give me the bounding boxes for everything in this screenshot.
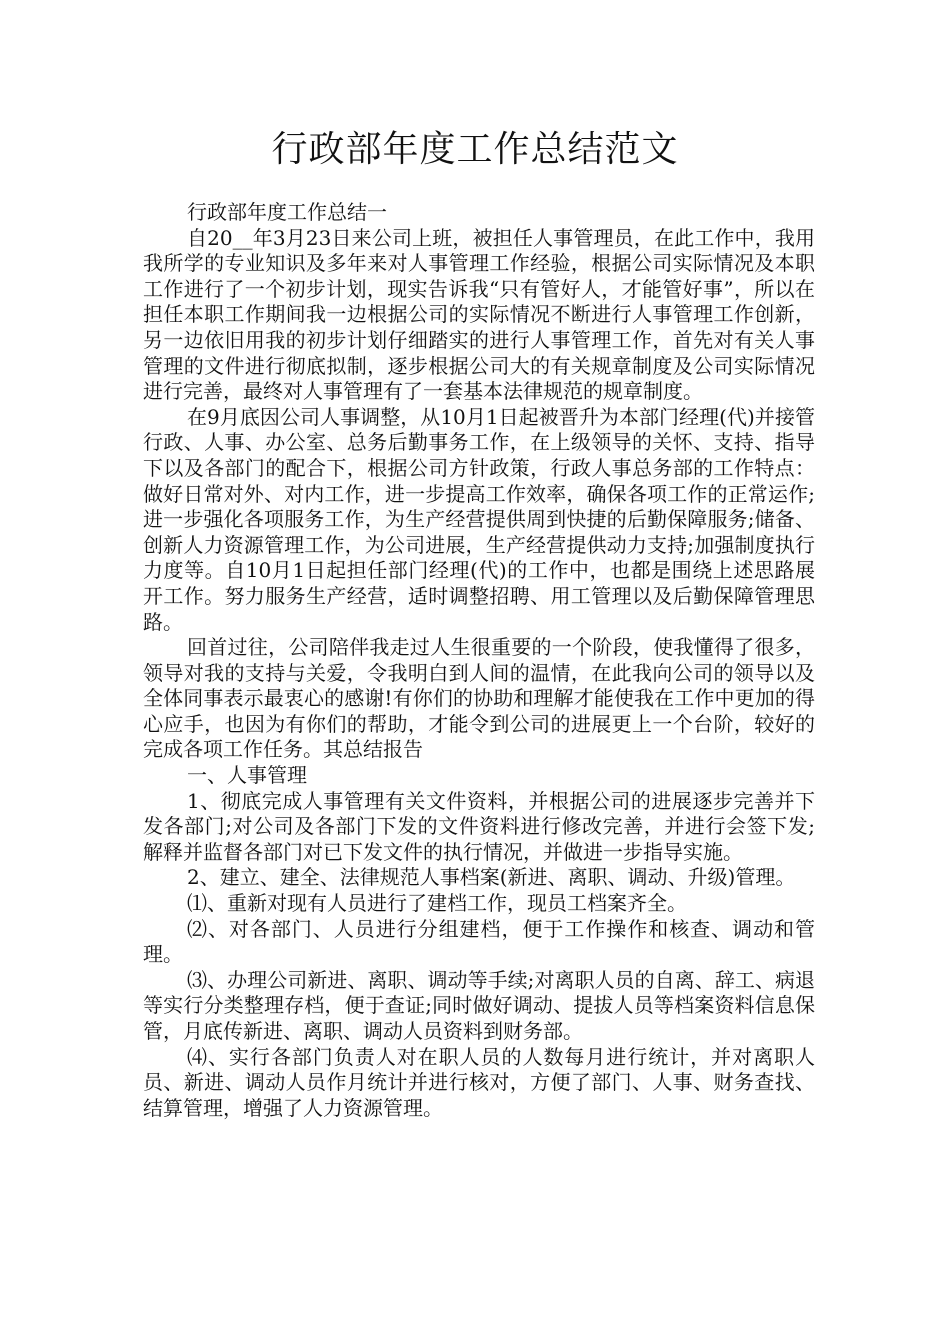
document-title: 行政部年度工作总结范文: [271, 129, 679, 170]
section-heading-hr: 一、人事管理: [187, 763, 307, 788]
sub-list-item: ⑴、重新对现有人员进行了建档工作，现员工档案齐全。: [187, 891, 687, 916]
paragraph-retrospect: 回首过往，公司陪伴我走过人生很重要的一个阶段，使我懂得了很多，领导对我的支持与关爱，令我明白到人间的温情，在此我向公司的领导以及全体同事表示最衷心的感谢!有你们的协助和理解才能使我在工作中更加的得心应手，也因为有你们的帮助，才能令到公司的进展更上一个台阶，较好的完成各项工作任务。其总结报告: [143, 635, 815, 762]
list-item: 1、彻底完成人事管理有关文件资料，并根据公司的进展逐步完善并下发各部门;对公司及各部门下发的文件资料进行修改完善，并进行会签下发;解释并监督各部门对已下发文件的执行情况，并做进一步指导实施。: [143, 788, 815, 864]
paragraph-promotion: 在9月底因公司人事调整，从10月1日起被晋升为本部门经理(代)并接管行政、人事、办公室、总务后勤事务工作，在上级领导的关怀、支持、指导下以及各部门的配合下，根据公司方针政策，行政人事总务部的工作特点：做好日常对外、对内工作，进一步提高工作效率，确保各项工作的正常运作;进一步强化各项服务工作，为生产经营提供周到快捷的后勤保障服务;储备、创新人力资源管理工作，为公司进展，生产经营提供动力支持;加强制度执行力度等。自10月1日起担任部门经理(代)的工作中，也都是围绕上述思路展开工作。努力服务生产经营，适时调整招聘、用工管理以及后勤保障管理思路。: [143, 404, 815, 634]
sub-list-item: ⑶、办理公司新进、离职、调动等手续;对离职人员的自离、辞工、病退等实行分类整理存档，便于查证;同时做好调动、提拔人员等档案资料信息保管，月底传新进、离职、调动人员资料到财务部。: [143, 967, 815, 1043]
sub-list-item: ⑵、对各部门、人员进行分组建档，便于工作操作和核查、调动和管理。: [143, 916, 815, 967]
sub-list-item: ⑷、实行各部门负责人对在职人员的人数每月进行统计，并对离职人员、新进、调动人员作月统计并进行核对，方便了部门、人事、财务查找、结算管理，增强了人力资源管理。: [143, 1044, 815, 1120]
paragraph-intro: 自20__年3月23日来公司上班，被担任人事管理员，在此工作中，我用我所学的专业知识及多年来对人事管理工作经验，根据公司实际情况及本职工作进行了一个初步计划，现实告诉我“只有管好人，才能管好事”，所以在担任本职工作期间我一边根据公司的实际情况不断进行人事管理工作创新，另一边依旧用我的初步计划仔细踏实的进行人事管理工作，首先对有关人事管理的文件进行彻底拟制，逐步根据公司大的有关规章制度及公司实际情况进行完善，最终对人事管理有了一套基本法律规范的规章制度。: [143, 225, 815, 404]
section-heading: 行政部年度工作总结一: [187, 200, 387, 224]
list-item: 2、建立、建全、法律规范人事档案(新进、离职、调动、升级)管理。: [187, 865, 796, 890]
document-body: [143, 200, 815, 1121]
